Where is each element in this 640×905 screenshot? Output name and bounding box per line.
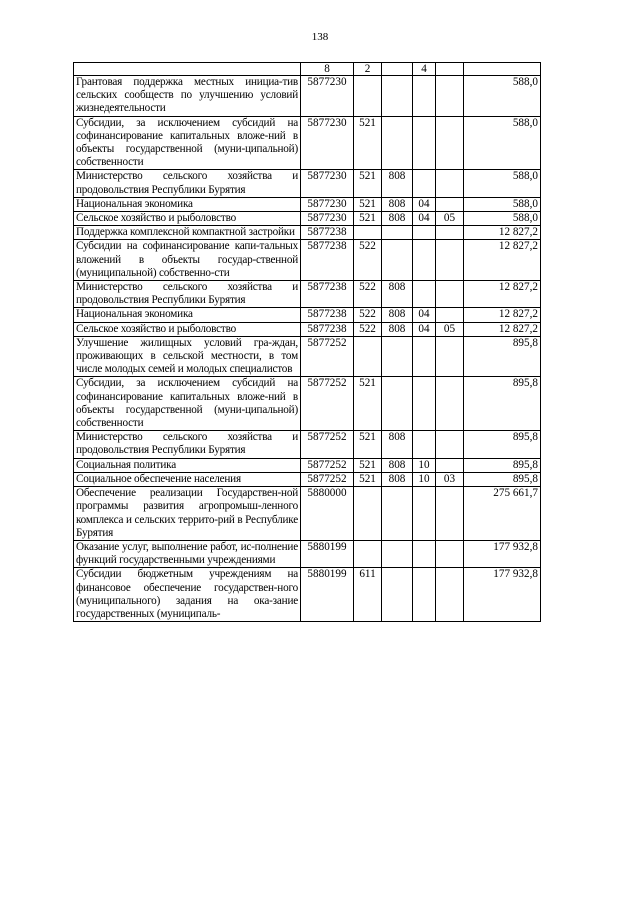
cell-name: Субсидии бюджетным учреждениям на финансовое обеспечение государствен-ного (муниципального) задания на ока-зание государственных (муниципаль- bbox=[74, 568, 301, 622]
cell-target-article: 5880199 bbox=[301, 540, 354, 567]
cell-target-article: 5877238 bbox=[301, 226, 354, 240]
cell-section bbox=[413, 240, 436, 281]
budget-table bbox=[73, 62, 541, 622]
cell-section bbox=[413, 336, 436, 377]
cell-name: Министерство сельского хозяйства и продовольствия Республики Бурятия bbox=[74, 170, 301, 197]
cell-amount: 588,0 bbox=[464, 212, 541, 226]
cell-amount: 895,8 bbox=[464, 336, 541, 377]
table-row bbox=[74, 487, 541, 541]
cell-section: 10 bbox=[413, 458, 436, 472]
cell-subsection: 05 bbox=[436, 212, 464, 226]
cell-expense-type: 521 bbox=[354, 472, 382, 486]
cell-target-article: 5877252 bbox=[301, 472, 354, 486]
cell-subsection bbox=[436, 281, 464, 308]
cell-subsection bbox=[436, 377, 464, 431]
cell-section bbox=[413, 377, 436, 431]
header-cell-pr bbox=[436, 63, 464, 76]
cell-expense-type bbox=[354, 336, 382, 377]
table-row bbox=[74, 116, 541, 170]
cell-subsection bbox=[436, 197, 464, 211]
table-row bbox=[74, 431, 541, 458]
table-row bbox=[74, 76, 541, 117]
table-row bbox=[74, 226, 541, 240]
header-cell-name bbox=[74, 63, 301, 76]
header-cell-amount bbox=[464, 63, 541, 76]
cell-department bbox=[382, 226, 413, 240]
cell-amount: 12 827,2 bbox=[464, 226, 541, 240]
cell-section bbox=[413, 281, 436, 308]
cell-name: Министерство сельского хозяйства и продовольствия Республики Бурятия bbox=[74, 431, 301, 458]
cell-target-article: 5877238 bbox=[301, 281, 354, 308]
cell-department bbox=[382, 240, 413, 281]
cell-section bbox=[413, 170, 436, 197]
cell-department: 808 bbox=[382, 458, 413, 472]
table-row bbox=[74, 377, 541, 431]
cell-department: 808 bbox=[382, 170, 413, 197]
table-row bbox=[74, 458, 541, 472]
table-row bbox=[74, 322, 541, 336]
table-header-row bbox=[74, 63, 541, 76]
cell-section: 04 bbox=[413, 212, 436, 226]
cell-subsection bbox=[436, 308, 464, 322]
cell-subsection bbox=[436, 226, 464, 240]
cell-expense-type: 521 bbox=[354, 212, 382, 226]
cell-name: Сельское хозяйство и рыболовство bbox=[74, 212, 301, 226]
cell-name: Улучшение жилищных условий гра-ждан, проживающих в сельской местности, в том числе молодых семей и молодых специалистов bbox=[74, 336, 301, 377]
cell-name: Министерство сельского хозяйства и продовольствия Республики Бурятия bbox=[74, 281, 301, 308]
table-row bbox=[74, 281, 541, 308]
cell-section: 04 bbox=[413, 197, 436, 211]
cell-expense-type bbox=[354, 226, 382, 240]
cell-department bbox=[382, 116, 413, 170]
cell-amount: 12 827,2 bbox=[464, 308, 541, 322]
cell-section: 10 bbox=[413, 472, 436, 486]
cell-expense-type: 521 bbox=[354, 377, 382, 431]
cell-target-article: 5877230 bbox=[301, 212, 354, 226]
cell-expense-type: 521 bbox=[354, 431, 382, 458]
cell-section bbox=[413, 116, 436, 170]
cell-department bbox=[382, 540, 413, 567]
cell-name: Субсидии, за исключением субсидий на софинансирование капитальных вложе-ний в объекты государственной (муни-ципальной) собственности bbox=[74, 377, 301, 431]
cell-section bbox=[413, 487, 436, 541]
cell-target-article: 5877252 bbox=[301, 377, 354, 431]
table-row bbox=[74, 240, 541, 281]
cell-expense-type: 611 bbox=[354, 568, 382, 622]
cell-amount: 275 661,7 bbox=[464, 487, 541, 541]
cell-target-article: 5880000 bbox=[301, 487, 354, 541]
cell-target-article: 5877238 bbox=[301, 308, 354, 322]
cell-target-article: 5877230 bbox=[301, 170, 354, 197]
cell-name: Поддержка комплексной компактной застройки bbox=[74, 226, 301, 240]
cell-name: Грантовая поддержка местных инициа-тив сельских сообществ по улучшению условий жизнедеятельности bbox=[74, 76, 301, 117]
table-row bbox=[74, 170, 541, 197]
page-number: 138 bbox=[311, 31, 329, 43]
cell-department bbox=[382, 568, 413, 622]
cell-section bbox=[413, 226, 436, 240]
cell-amount: 895,8 bbox=[464, 377, 541, 431]
cell-amount: 895,8 bbox=[464, 431, 541, 458]
cell-name: Социальная политика bbox=[74, 458, 301, 472]
cell-amount: 12 827,2 bbox=[464, 240, 541, 281]
cell-department: 808 bbox=[382, 308, 413, 322]
cell-target-article: 5877230 bbox=[301, 116, 354, 170]
table-row bbox=[74, 472, 541, 486]
cell-amount: 588,0 bbox=[464, 197, 541, 211]
header-cell-rz: 4 bbox=[413, 63, 436, 76]
cell-subsection bbox=[436, 487, 464, 541]
header-cell-vr: 2 bbox=[354, 63, 382, 76]
cell-subsection: 05 bbox=[436, 322, 464, 336]
cell-department: 808 bbox=[382, 431, 413, 458]
header-cell-ved bbox=[382, 63, 413, 76]
cell-amount: 588,0 bbox=[464, 170, 541, 197]
cell-subsection bbox=[436, 336, 464, 377]
cell-target-article: 5877230 bbox=[301, 76, 354, 117]
cell-section bbox=[413, 568, 436, 622]
cell-name: Национальная экономика bbox=[74, 308, 301, 322]
cell-amount: 12 827,2 bbox=[464, 322, 541, 336]
cell-target-article: 5877230 bbox=[301, 197, 354, 211]
cell-subsection bbox=[436, 540, 464, 567]
cell-subsection bbox=[436, 458, 464, 472]
cell-expense-type: 521 bbox=[354, 116, 382, 170]
cell-amount: 895,8 bbox=[464, 458, 541, 472]
cell-expense-type bbox=[354, 540, 382, 567]
cell-section bbox=[413, 540, 436, 567]
cell-amount: 895,8 bbox=[464, 472, 541, 486]
cell-name: Субсидии на софинансирование капи-тальных вложений в объекты государ-ственной (муниципальной) собственно-сти bbox=[74, 240, 301, 281]
cell-amount: 177 932,8 bbox=[464, 568, 541, 622]
cell-expense-type: 522 bbox=[354, 281, 382, 308]
cell-subsection bbox=[436, 116, 464, 170]
cell-department: 808 bbox=[382, 281, 413, 308]
cell-expense-type: 521 bbox=[354, 197, 382, 211]
cell-subsection bbox=[436, 568, 464, 622]
cell-amount: 12 827,2 bbox=[464, 281, 541, 308]
cell-expense-type: 521 bbox=[354, 170, 382, 197]
cell-target-article: 5877252 bbox=[301, 336, 354, 377]
table-row bbox=[74, 308, 541, 322]
cell-target-article: 5877252 bbox=[301, 431, 354, 458]
table-row bbox=[74, 212, 541, 226]
cell-department bbox=[382, 336, 413, 377]
cell-name: Обеспечение реализации Государствен-ной программы развития агропромыш-ленного комплекса и сельских террито-рий в Республике Бурятия bbox=[74, 487, 301, 541]
cell-target-article: 5877252 bbox=[301, 458, 354, 472]
cell-department bbox=[382, 487, 413, 541]
cell-name: Субсидии, за исключением субсидий на софинансирование капитальных вложе-ний в объекты государственной (муни-ципальной) собственности bbox=[74, 116, 301, 170]
cell-amount: 588,0 bbox=[464, 76, 541, 117]
cell-department: 808 bbox=[382, 212, 413, 226]
cell-department: 808 bbox=[382, 472, 413, 486]
cell-expense-type: 522 bbox=[354, 308, 382, 322]
table-row bbox=[74, 540, 541, 567]
cell-department bbox=[382, 377, 413, 431]
table-row bbox=[74, 197, 541, 211]
cell-department bbox=[382, 76, 413, 117]
cell-section bbox=[413, 76, 436, 117]
cell-expense-type: 521 bbox=[354, 458, 382, 472]
cell-expense-type: 522 bbox=[354, 322, 382, 336]
table-row bbox=[74, 568, 541, 622]
cell-subsection bbox=[436, 170, 464, 197]
cell-subsection: 03 bbox=[436, 472, 464, 486]
cell-name: Социальное обеспечение населения bbox=[74, 472, 301, 486]
cell-expense-type bbox=[354, 487, 382, 541]
cell-name: Сельское хозяйство и рыболовство bbox=[74, 322, 301, 336]
cell-subsection bbox=[436, 240, 464, 281]
cell-subsection bbox=[436, 431, 464, 458]
cell-section: 04 bbox=[413, 308, 436, 322]
header-cell-csr: 8 bbox=[301, 63, 354, 76]
cell-section: 04 bbox=[413, 322, 436, 336]
cell-department: 808 bbox=[382, 197, 413, 211]
cell-target-article: 5877238 bbox=[301, 322, 354, 336]
cell-amount: 588,0 bbox=[464, 116, 541, 170]
cell-target-article: 5877238 bbox=[301, 240, 354, 281]
cell-name: Оказание услуг, выполнение работ, ис-полнение функций государственными учреждениями bbox=[74, 540, 301, 567]
cell-department: 808 bbox=[382, 322, 413, 336]
cell-target-article: 5880199 bbox=[301, 568, 354, 622]
cell-subsection bbox=[436, 76, 464, 117]
cell-name: Национальная экономика bbox=[74, 197, 301, 211]
cell-expense-type: 522 bbox=[354, 240, 382, 281]
cell-section bbox=[413, 431, 436, 458]
cell-amount: 177 932,8 bbox=[464, 540, 541, 567]
table-row bbox=[74, 336, 541, 377]
cell-expense-type bbox=[354, 76, 382, 117]
